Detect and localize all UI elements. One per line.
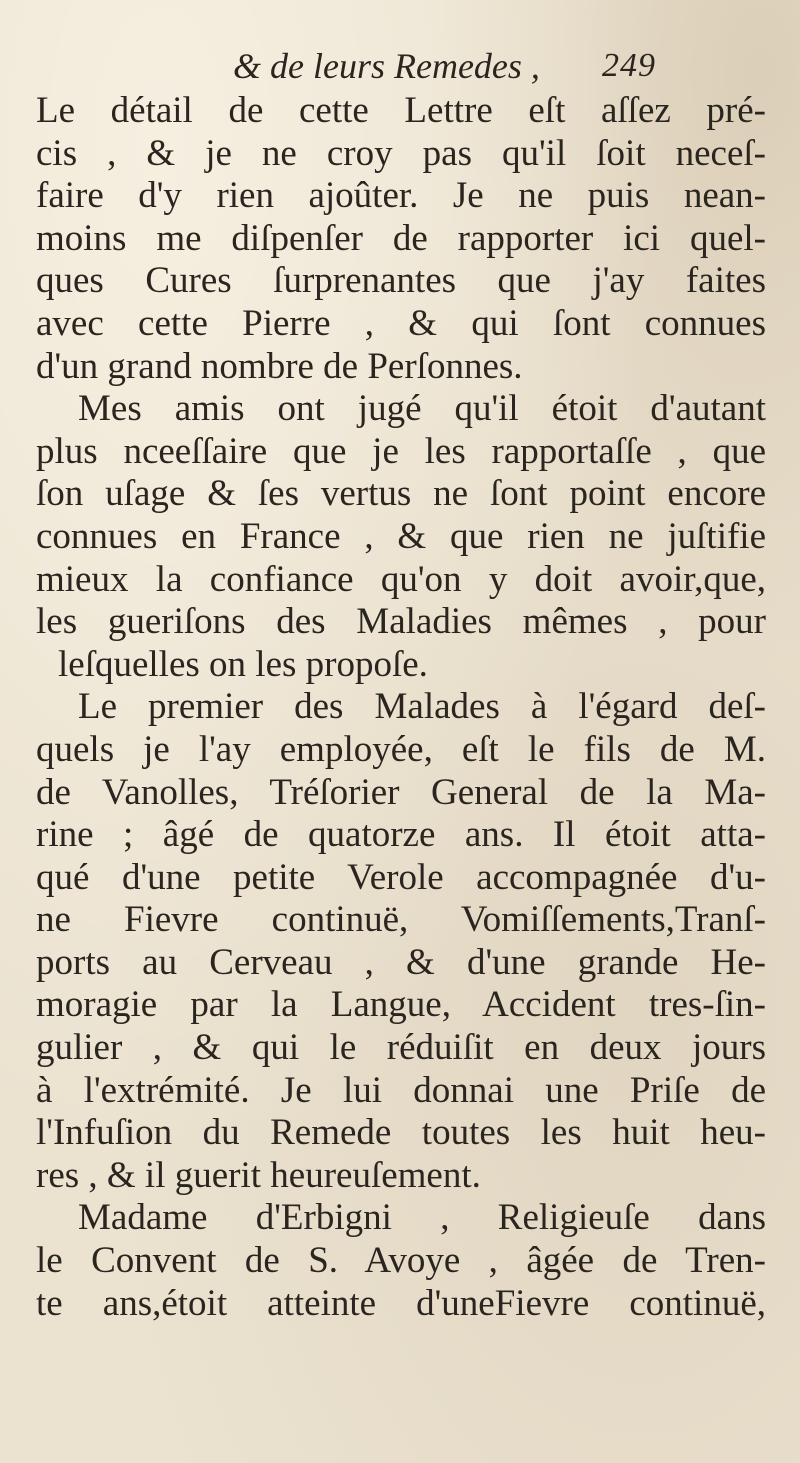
text-line: rine ; âgé de quatorze ans. Il étoit atta- (36, 814, 766, 856)
text-line: l'Infuſion du Remede toutes les huit heu- (36, 1112, 766, 1154)
text-line: plus nceeſſaire que je les rapportaſſe , que (36, 430, 766, 472)
text-line: leſquelles on les propoſe. (58, 643, 428, 685)
text-line: de Vanolles, Tréſorier General de la Ma- (36, 771, 766, 813)
running-head (0, 40, 800, 92)
text-line: les gueriſons des Maladies mêmes , pour (36, 601, 766, 643)
text-line: Le détail de cette Lettre eſt aſſez pré- (36, 90, 766, 131)
text-line: avec cette Pierre , & qui ſont connues (36, 302, 766, 344)
text-line: Madame d'Erbigni , Religieuſe dans (78, 1197, 766, 1239)
text-line: connues en France , & que rien ne juſtifie (36, 515, 766, 557)
text-line: cis , & je ne croy pas qu'il ſoit neceſ- (36, 132, 766, 174)
text-line: Mes amis ont jugé qu'il étoit d'autant (78, 388, 766, 430)
text-line: ques Cures ſurprenantes que j'ay faites (36, 260, 766, 302)
body-text (36, 90, 766, 1325)
text-line: à l'extrémité. Je lui donnai une Priſe de (36, 1069, 766, 1111)
text-line: Le premier des Malades à l'égard deſ- (78, 686, 766, 728)
text-line: quels je l'ay employée, eſt le fils de M. (36, 728, 766, 770)
text-line: mieux la confiance qu'on y doit avoir,que, (36, 558, 766, 600)
text-line: moragie par la Langue, Accident tres-ſin- (36, 984, 766, 1026)
text-line: ne Fievre continuë, Vomiſſements,Tranſ- (36, 899, 766, 941)
text-line: moins me diſpenſer de rapporter ici quel- (36, 217, 766, 259)
text-line: faire d'y rien ajoûter. Je ne puis nean- (36, 175, 766, 217)
text-line: res , & il guerit heureuſement. (36, 1154, 481, 1196)
text-line: qué d'une petite Verole accompagnée d'u- (36, 856, 766, 898)
text-line: gulier , & qui le réduiſit en deux jours (36, 1027, 766, 1069)
text-line: le Convent de S. Avoye , âgée de Tren- (36, 1240, 766, 1282)
page-number: 249 (602, 47, 656, 84)
running-title: & de leurs Remedes , (233, 46, 540, 86)
text-line: te ans,étoit atteinte d'uneFievre continuë, (36, 1282, 766, 1324)
text-line: d'un grand nombre de Perſonnes. (36, 345, 523, 387)
text-line: ports au Cerveau , & d'une grande He- (36, 941, 766, 983)
text-line: ſon uſage & ſes vertus ne ſont point encore (36, 473, 766, 515)
